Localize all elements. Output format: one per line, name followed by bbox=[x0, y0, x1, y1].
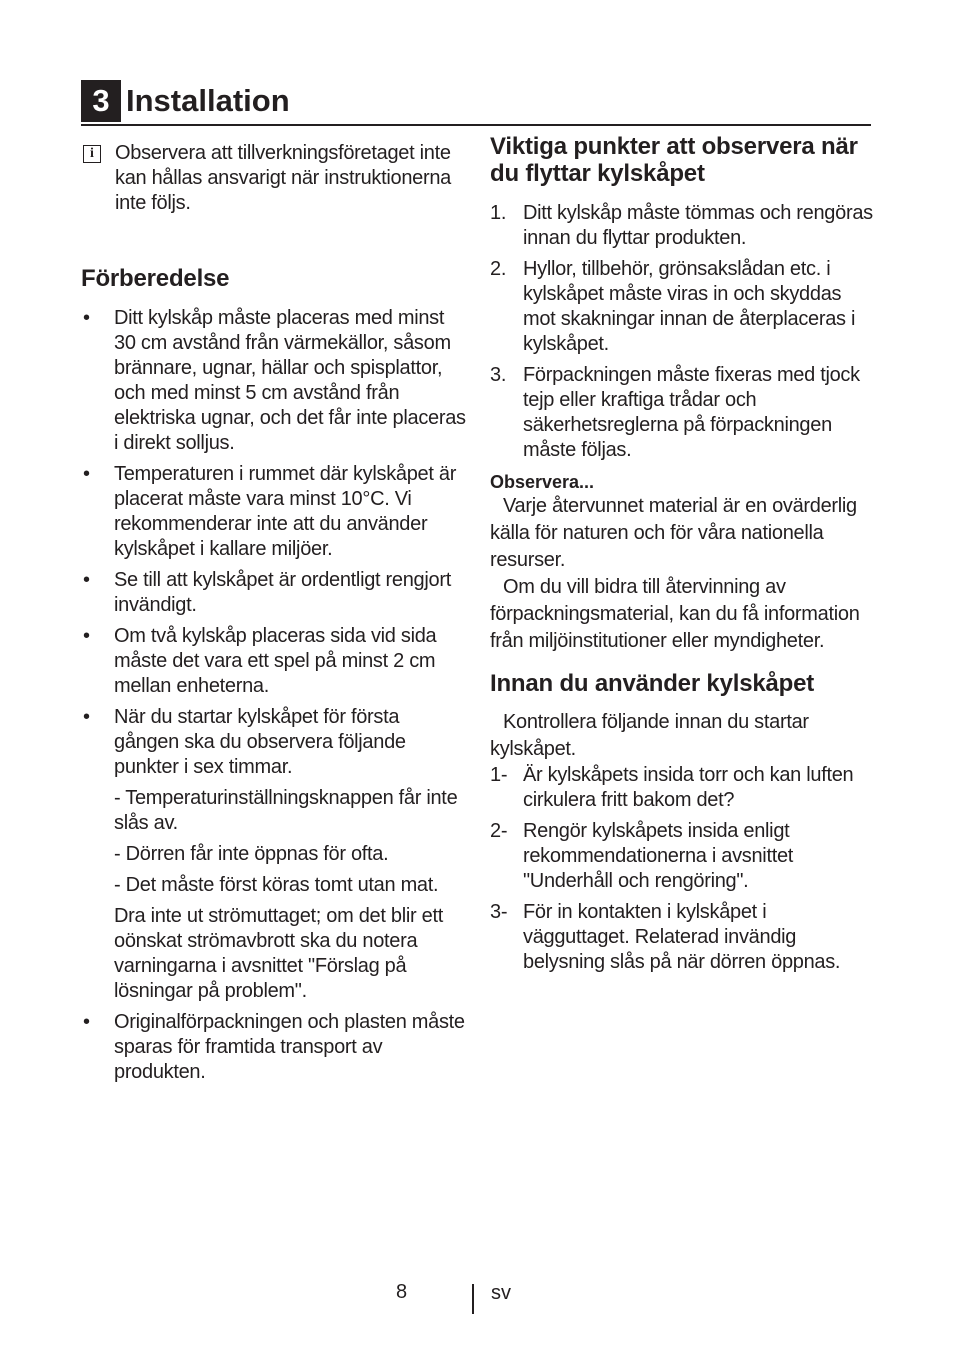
footer-divider bbox=[472, 1284, 474, 1314]
list-item: 1. Ditt kylskåp måste tömmas och rengöras innan du flyttar produkten. bbox=[490, 202, 873, 249]
list-item: • Temperaturen i rummet där kylskåpet är placerat måste vara minst 10°C. Vi rekommenderar inte att du använder kylskåpet i kallare miljöer. bbox=[83, 463, 457, 560]
page-number: 8 bbox=[396, 1281, 408, 1303]
innan-list bbox=[490, 763, 875, 975]
sub-item: - Temperaturinställningsknappen får inte slås av. bbox=[114, 787, 458, 834]
forberedelse-list bbox=[81, 306, 466, 1085]
observera-paragraph: Varje återvunnet material är en ovärderlig källa för naturen och för våra nationella resurser. bbox=[490, 495, 857, 571]
sub-item: - Det måste först köras tomt utan mat. bbox=[114, 874, 439, 896]
bullet-icon: • bbox=[83, 569, 90, 591]
chapter-number: 3 bbox=[81, 80, 121, 122]
list-item: 2. Hyllor, tillbehör, grönsakslådan etc. i kylskåpet måste viras in och skyddas mot skakningar innan de återplaceras i kylskåpet. bbox=[490, 258, 856, 355]
list-item: 1- Är kylskåpets insida torr och kan luften cirkulera fritt bakom det? bbox=[490, 764, 854, 811]
info-icon: i bbox=[83, 145, 101, 163]
list-item: • Se till att kylskåpet är ordentligt rengjort invändigt. bbox=[83, 569, 451, 616]
list-item: 2- Rengör kylskåpets insida enligt rekommendationerna i avsnittet "Underhåll och rengöring". bbox=[490, 820, 794, 892]
note-block bbox=[81, 141, 466, 216]
bullet-icon: • bbox=[83, 463, 90, 485]
list-item: 3- För in kontakten i kylskåpet i vägguttaget. Relaterad invändig belysning slås på när dörren öppnas. bbox=[490, 901, 841, 973]
observera-heading: Observera... bbox=[490, 472, 595, 492]
chapter-title: Installation bbox=[126, 83, 290, 118]
sub-item: - Dörren får inte öppnas för ofta. bbox=[114, 843, 389, 865]
list-item: • När du startar kylskåpet för första gången ska du observera följande punkter i sex timmar. - Temperaturinställningsknappen får inte slås av. - Dörren får inte öppnas för ofta. - Det måste först köras tomt utan mat. Dra inte ut strömuttaget; om det blir ett oönskat strömavbrott ska du notera varningarna i avsnittet "Förslag på lösningar på problem". bbox=[81, 705, 466, 1004]
left-column bbox=[81, 141, 466, 1091]
list-item: • Ditt kylskåp måste placeras med minst 30 cm avstånd från värmekällor, såsom brännare, ugnar, hällar och spisplattor, och med minst 5 cm avstånd från elektriska ugnar, och det får inte placeras i direkt solljus. bbox=[83, 307, 466, 454]
section-heading-forberedelse: Förberedelse bbox=[81, 265, 230, 292]
bullet-icon: • bbox=[83, 307, 90, 329]
bullet-icon: • bbox=[83, 625, 90, 647]
list-item: • Originalförpackningen och plasten måste sparas för framtida transport av produkten. bbox=[83, 1011, 465, 1083]
observera-paragraph: Om du vill bidra till återvinning av förpackningsmaterial, kan du få information från miljöinstitutioner eller myndigheter. bbox=[490, 576, 860, 652]
section-heading-innan: Innan du använder kylskåpet bbox=[490, 670, 815, 697]
bullet-icon: • bbox=[83, 706, 90, 728]
section-heading-viktiga: Viktiga punkter att observera när du flyttar kylskåpet bbox=[490, 133, 858, 187]
language-code: sv bbox=[491, 1282, 511, 1304]
list-item: • Om två kylskåp placeras sida vid sida måste det vara ett spel på minst 2 cm mellan enheterna. bbox=[83, 625, 437, 697]
viktiga-list bbox=[490, 201, 875, 463]
right-column bbox=[490, 133, 875, 981]
sub-item: Dra inte ut strömuttaget; om det blir ett oönskat strömavbrott ska du notera varningarna i avsnittet "Förslag på lösningar på problem". bbox=[114, 905, 443, 1002]
innan-intro: Kontrollera följande innan du startar kylskåpet. bbox=[490, 711, 809, 760]
note-text: Observera att tillverkningsföretaget inte kan hållas ansvarigt när instruktionerna inte följs. bbox=[115, 142, 451, 214]
chapter-header bbox=[81, 80, 871, 126]
list-item: 3. Förpackningen måste fixeras med tjock tejp eller kraftiga trådar och säkerhetsreglerna på förpackningen måste följas. bbox=[490, 364, 860, 461]
bullet-icon: • bbox=[83, 1011, 90, 1033]
